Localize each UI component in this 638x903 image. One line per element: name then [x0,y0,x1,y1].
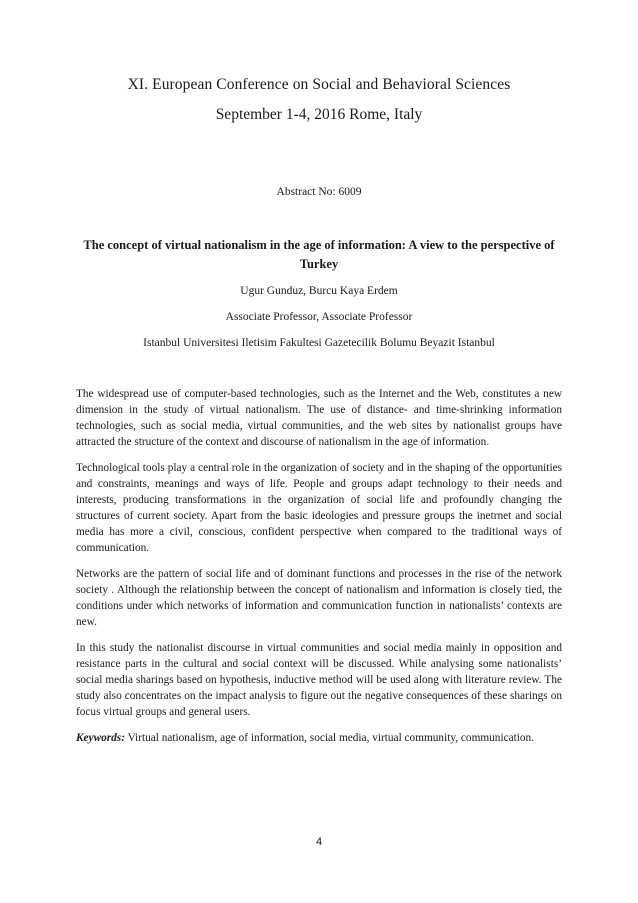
paper-authors: Ugur Gunduz, Burcu Kaya Erdem [240,285,398,297]
conference-date-location: September 1-4, 2016 Rome, Italy [215,106,423,123]
keywords-line [76,730,562,746]
keywords-list: Virtual nationalism, age of information, social media, virtual community, communication. [124,732,535,744]
abstract-number: Abstract No: 6009 [276,186,362,198]
author-affiliation: Istanbul Universitesi Iletisim Fakultesi Gazetecilik Bolumu Beyazit Istanbul [143,337,495,349]
body-paragraph: Networks are the pattern of social life and of dominant functions and processes in the rise of the network society . Although the relationship between the concept of nationalism and information is closely tied, the conditions under which networks of information and communication function in nationalists’ contexts are new. [76,568,562,628]
paper-title: The concept of virtual nationalism in the age of information: A view to the perspective of Turkey [83,238,555,271]
body-paragraph: Technological tools play a central role in the organization of society and in the shaping of the opportunities and constraints, meanings and ways of life. People and groups adapt technology to their needs and interests, producing transformations in the organization of social life and profoundly changing the structures of current society. Apart from the basic ideologies and pressure groups the inetrnet and social media has more a civil, conscious, confident perspective when compared to the traditional ways of communication. [76,462,562,554]
body-paragraph: The widespread use of computer-based technologies, such as the Internet and the Web, constitutes a new dimension in the study of virtual nationalism. The use of distance- and time-shrinking information technologies, such as social media, virtual communities, and the web sites by nationalist groups have attracted the structure of the context and discourse of nationalism in the age of information. [76,388,562,448]
keywords-label: Keywords: [76,732,125,744]
body-paragraph: In this study the nationalist discourse in virtual communities and social media mainly in opposition and resistance parts in the cultural and social context will be discussed. While analysing some nationalists’ social media sharings based on hypothesis, inductive method will be used along with literature review. The study also concentrates on the impact analysis to figure out the negative consequences of these sharings on focus virtual groups and general users. [76,642,562,718]
page-number: 4 [315,836,323,848]
abstract-body [76,386,562,756]
conference-title: XI. European Conference on Social and Behavioral Sciences [127,76,511,93]
author-positions: Associate Professor, Associate Professor [225,311,413,323]
